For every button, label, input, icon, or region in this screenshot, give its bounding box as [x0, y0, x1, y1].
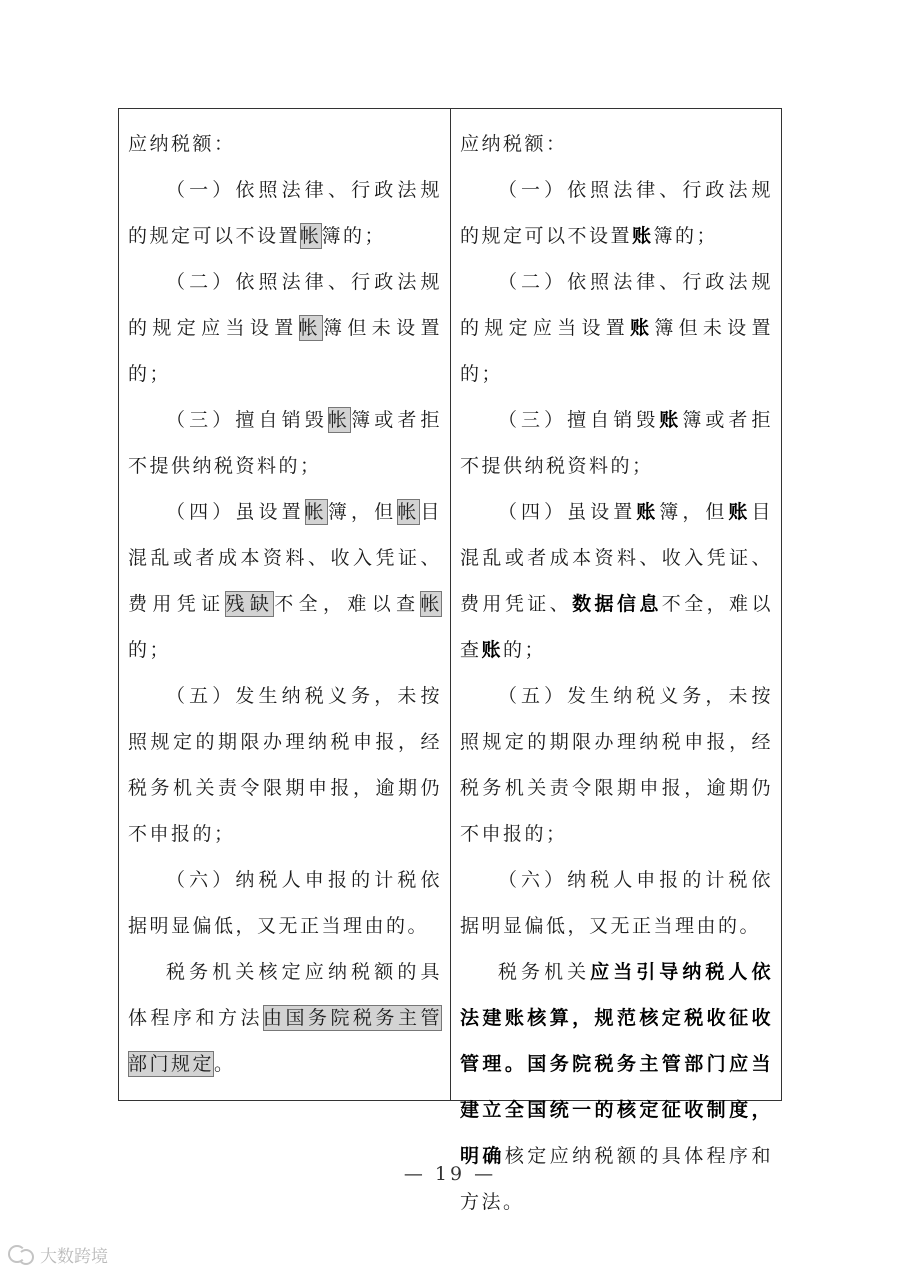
text-segment: 簿或者拒不提供纳税资料的；	[460, 409, 773, 477]
text-segment: 簿的；	[653, 225, 719, 247]
paragraph	[128, 397, 442, 489]
text-segment: 的；	[128, 639, 172, 661]
text-segment: 不全，难以查	[274, 593, 421, 615]
text-segment: 税务机关	[498, 961, 591, 983]
text-segment: 簿，但	[659, 501, 729, 523]
highlighted-text: 帐	[300, 225, 322, 247]
text-segment: 簿但未设置的；	[460, 317, 773, 385]
text-segment: 簿，但	[327, 501, 398, 523]
paragraph	[460, 857, 773, 949]
highlighted-text: 帐	[304, 501, 328, 523]
text-segment: 税务机关核定应纳税额的具体程序和方法	[128, 961, 442, 1029]
highlighted-text: 帐	[397, 501, 421, 523]
text-segment: 核定应纳税额的具体程序和方法。	[460, 1145, 773, 1213]
bold-revised-text: 账	[728, 501, 752, 523]
paragraph	[128, 857, 442, 949]
text-segment: （四）虽设置	[498, 501, 637, 523]
text-segment: （一）依照法律、行政法规的规定可以不设置	[128, 179, 442, 247]
paragraph	[460, 121, 773, 167]
paragraph	[460, 259, 773, 397]
paragraph	[128, 259, 442, 397]
text-segment: 不全，难以查	[460, 593, 773, 661]
text-segment: （二）依照法律、行政法规的规定应当设置	[460, 271, 773, 339]
text-segment: 目混乱或者成本资料、收入凭证、费用凭证	[128, 501, 442, 615]
paragraph	[128, 673, 442, 857]
paragraph	[460, 167, 773, 259]
highlighted-text: 帐	[420, 593, 442, 615]
paragraph	[128, 489, 442, 673]
bold-revised-text: 账	[630, 317, 655, 339]
text-segment: 簿或者拒不提供纳税资料的；	[128, 409, 442, 477]
text-segment: 簿的；	[321, 225, 387, 247]
highlighted-text: 帐	[298, 317, 323, 339]
watermark-text: 大数跨境	[40, 1246, 108, 1267]
bold-revised-text: 账	[659, 409, 683, 431]
watermark	[8, 1240, 108, 1268]
brand-logo-icon	[8, 1242, 34, 1266]
paragraph	[128, 121, 442, 167]
text-segment: （五）发生纳税义务，未按照规定的期限办理纳税申报，经税务机关责令限期申报，逾期仍不申报的；	[128, 685, 442, 845]
text-segment: 。	[214, 1053, 236, 1075]
bold-revised-text: 数据信息	[572, 593, 662, 615]
text-segment: （三）擅自销毁	[166, 409, 328, 431]
text-segment: 的；	[503, 639, 547, 661]
paragraph	[128, 167, 442, 259]
paragraph	[460, 397, 773, 489]
text-segment: （五）发生纳税义务，未按照规定的期限办理纳税申报，经税务机关责令限期申报，逾期仍不申报的；	[460, 685, 773, 845]
text-segment: 应纳税额：	[460, 133, 568, 155]
highlighted-text: 帐	[327, 409, 352, 431]
text-segment: （二）依照法律、行政法规的规定应当设置	[128, 271, 442, 339]
paragraph	[128, 949, 442, 1087]
text-segment: （六）纳税人申报的计税依据明显偏低，又无正当理由的。	[460, 869, 773, 937]
text-segment: 簿但未设置的；	[128, 317, 442, 385]
bold-revised-text: 账	[632, 225, 654, 247]
text-segment: 应纳税额：	[128, 133, 236, 155]
bold-revised-text: 账	[636, 501, 660, 523]
paragraph	[460, 673, 773, 857]
highlighted-text: 残缺	[225, 593, 275, 615]
bold-revised-text: 账	[481, 639, 504, 661]
left-column-original-text	[119, 109, 450, 1100]
page-number: — 19 —	[403, 1163, 497, 1185]
text-segment: （四）虽设置	[166, 501, 305, 523]
text-segment: （一）依照法律、行政法规的规定可以不设置	[460, 179, 773, 247]
text-segment: 目混乱或者成本资料、收入凭证、费用凭证、	[460, 501, 773, 615]
text-segment: （三）擅自销毁	[498, 409, 660, 431]
highlighted-text: 由国务院税务主管部门规定	[128, 1007, 442, 1075]
paragraph	[460, 489, 773, 673]
bold-revised-text: 应当引导纳税人依法建账核算，规范核定税收征收管理。国务院税务主管部门应当建立全国统一的核定征收制度，明确	[460, 961, 773, 1167]
text-segment: （六）纳税人申报的计税依据明显偏低，又无正当理由的。	[128, 869, 442, 937]
